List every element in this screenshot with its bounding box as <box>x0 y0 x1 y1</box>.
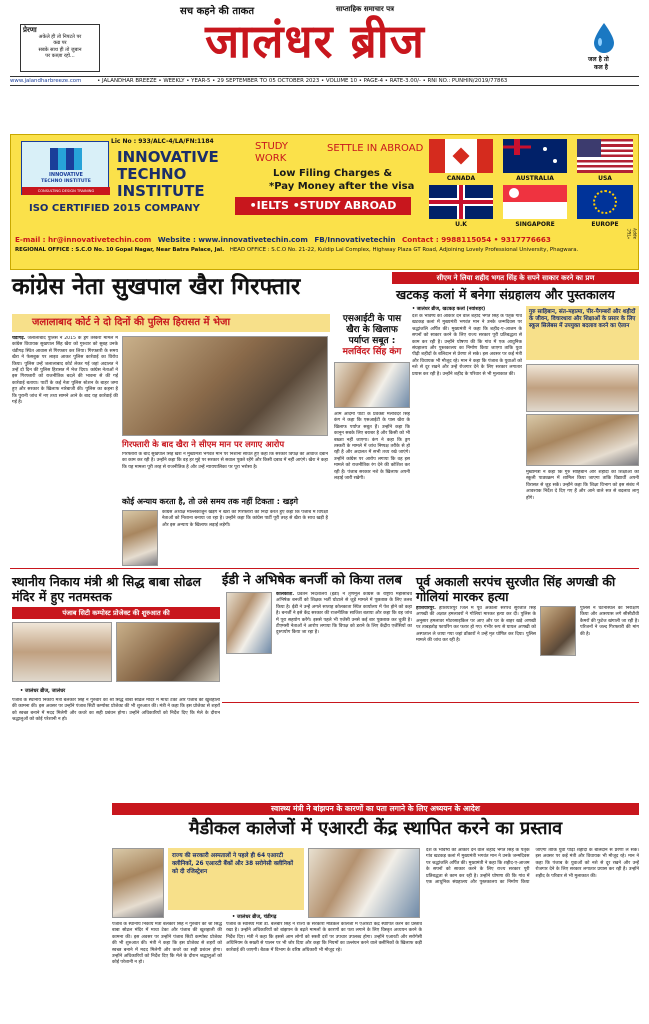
ad-name-3: INSTITUTE <box>117 182 205 200</box>
medical-body: पंजाब के स्वास्थ्य मंत्री डॉ. बलबीर सिंह ने राज्य के सरकारी मेडिकल कॉलेजों में एआरटी केंद्र स्थापित करने का प्रस्ताव रखा है। उन्होंने अधिकारियों को बांझपन के बढ़ते मामलों के कारणों का पता लगाने के लिए विस्तृत अध्ययन करने के निर्देश दिए। मंत्री ने कहा कि इससे आम लोगों को सस्ती दरों पर उपचार उपलब्ध होगा। उन्होंने एआरटी और सरोगेसी अधिनियम के सख्ती से पालन पर भी जोर दिया और कहा कि नियमों का उल्लंघन करने वाले क्लीनिकों के खिलाफ कड़ी कार्रवाई की जाएगी। बैठक में विभाग के वरिष्ठ अधिकारी भी मौजूद रहे। <box>226 922 422 953</box>
ed-body-text: प्रवर्तन निदेशालय (ईडी) ने तृणमूल कांग्रेस के राष्ट्रीय महासचिव अभिषेक बनर्जी को शिक्षक भर्ती घोटाले से जुड़े मामले में पूछताछ के लिए तलब किया है। ईडी ने उन्हें अगले सप्ताह कोलकाता स्थित कार्यालय में पेश होने को कहा है। बनर्जी ने इसे केंद्र सरकार की राजनीतिक साजिश बताया और कहा कि वह जांच में पूरा सहयोग करेंगे। इससे पहले भी एजेंसी उनसे कई बार पूछताछ कर चुकी है। टीएमसी नेताओं ने आरोप लगाया कि विपक्ष को डराने के लिए केंद्रीय एजेंसियों का दुरुपयोग किया जा रहा है। <box>276 592 412 636</box>
box2-body: कांग्रेस अध्यक्ष मल्लिकार्जुन खड़गे ने खैरा की गिरफ्तारी की निंदा करते हुए कहा कि पंजाब में विपक्षी नेताओं को निशाना बनाया जा रहा है। उन्होंने कहा कि कांग्रेस पार्टी पूरी तरह से खैरा के साथ खड़ी है और इस अन्याय के खिलाफ लड़ाई लड़ेगी। <box>162 510 328 528</box>
ad-logo-line3: CONSULTING DESIGN TRAINING <box>22 187 110 195</box>
prerna-box <box>20 24 100 72</box>
ad-head: HEAD OFFICE : S.C.O No. 21-22, Kuldip Lal Complex, Highway Plaza GT Road, Adjoining Lovely Professional University, Phagwara. <box>229 247 579 253</box>
website-link[interactable]: www.jalandharbreeze.com <box>10 78 82 84</box>
ad-license: Lic No : 933/ALC-4/LA/FN:1184 <box>111 138 214 145</box>
info-bar <box>10 76 639 86</box>
box2-title: कोई अन्याय करता है, तो उसे समय तक नहीं टिकता : खड़गे <box>122 497 299 506</box>
ad-logo <box>21 141 109 195</box>
ad-contact-line <box>15 235 621 244</box>
masthead <box>0 0 649 72</box>
newspaper-title: जालंधर ब्रीज <box>205 14 425 68</box>
ad-tc: *T&C apply <box>627 227 637 239</box>
medical-headline: मैडीकल कालेजों में एआरटी केंद्र स्थापित करने का प्रस्ताव <box>188 818 563 839</box>
surjit-photo <box>540 606 576 656</box>
tagline: सच कहने की ताकत <box>180 6 255 17</box>
medical-left-body: पंजाब के स्थानीय निकाय मंत्री बलकार सिंह ने गुरुवार को श्री सिद्ध बाबा सोढल मंदिर में माथा टेका और पंजाब की खुशहाली की कामना की। इस अवसर पर उन्होंने पंजाब सिटी कम्पोस्ट प्रोजेक्ट की भी शुरुआत की। मंत्री ने कहा कि इस प्रोजेक्ट से शहरों को स्वच्छ बनाने में मदद मिलेगी और कचरे का सही प्रबंधन होगा। उन्होंने अधिकारियों को निर्देश दिए कि मेले के दौरान श्रद्धालुओं को कोई परेशानी न हो। <box>112 922 222 966</box>
ad-contact[interactable]: Contact : 9988115054 • 9317776663 <box>402 235 551 244</box>
flag-uk <box>429 185 493 219</box>
prerna-line: सबके साथ ही तो जुबान <box>38 46 82 53</box>
khatkar-headline: खटकड़ कलां में बनेगा संग्रहालय और पुस्तकालय <box>396 287 615 302</box>
ad-regional: REGIONAL OFFICE : S.C.O No. 10 Gopal Nagar, Near Batra Palace, Jal. <box>15 247 225 253</box>
water-slogan-1: जल है तो <box>588 56 609 63</box>
medical-photo-2 <box>308 848 420 918</box>
khatkar-kicker: सीएम ने लिया शहीद भगत सिंह के सपने साकार करने का प्रण <box>392 272 639 284</box>
sit-headline <box>334 314 410 358</box>
weekly-label: साप्ताहिक समाचार पत्र <box>336 5 394 13</box>
ad-iso: ISO CERTIFIED 2015 COMPANY <box>29 203 200 214</box>
main-subhead: जलालाबाद कोर्ट ने दो दिनों की पुलिस हिरासत में भेजा <box>12 314 330 332</box>
sit-headline-1: एसआईटी के पास <box>342 314 402 324</box>
medical-kicker: स्वास्थ्य मंत्री ने बांझपन के कारणों का पता लगाने के लिए अध्ययन के आदेश <box>112 803 639 815</box>
medical-dateline: • जालंधर ब्रीज, चंडीगढ़ <box>232 914 277 920</box>
flag-singapore <box>503 185 567 219</box>
water-slogan-2: कल है <box>594 64 608 71</box>
medical-photo-1 <box>112 848 164 918</box>
ad-name-1: INNOVATIVE <box>117 148 219 166</box>
sit-body: आम आदमी पार्टी के प्रवक्ता मलविंदर सिंह कंग ने कहा कि एसआईटी के पास खैरा के खिलाफ पर्याप्त सबूत हैं। उन्होंने कहा कि कानून सबके लिए बराबर है और किसी को भी बख्शा नहीं जाएगा। कंग ने कहा कि ड्रग तस्करी के मामले में जांच निष्पक्ष तरीके से हो रही है और अदालत में सभी तथ्य रखे जाएंगे। उन्होंने कांग्रेस पर आरोप लगाया कि वह इस मामले को राजनीतिक रंग देने की कोशिश कर रही है। पंजाब सरकार नशे के खिलाफ अपनी लड़ाई जारी रखेगी। <box>334 412 410 482</box>
sarpanch-headline: पूर्व अकाली सरपंच सुरजीत सिंह अणखी की गोलियां मारकर हत्या <box>416 574 616 604</box>
ad-ielts: •IELTS •STUDY ABROAD <box>235 197 411 215</box>
ad-email[interactable]: E-mail : hr@innovativetechin.com <box>15 235 152 244</box>
sit-headline-2: खैरा के खिलाफ <box>346 325 398 335</box>
flag-europe <box>577 185 633 219</box>
sit-headline-3: पर्याप्त सबूत : <box>348 336 396 346</box>
ad-logo-line2: TECHNO INSTITUTE <box>41 179 91 184</box>
ed-headline: ईडी ने अभिषेक बनर्जी को किया तलब <box>222 573 402 588</box>
sit-headline-4: मलविंदर सिंह कंग <box>342 347 402 357</box>
main-body <box>12 336 118 566</box>
ad-logo-line1: INNOVATIVE <box>49 172 83 178</box>
country-australia: AUSTRALIA <box>516 175 554 182</box>
main-dateline: चंडीगढ़. <box>12 336 26 341</box>
khatkar-dateline: • जालंधर ब्रीज, खटकड़ कलां (नवांशहर) <box>412 307 486 312</box>
ad-settle: SETTLE IN ABROAD <box>327 143 424 154</box>
country-uk: U.K <box>455 221 467 228</box>
country-canada: CANADA <box>446 175 476 182</box>
main-headline: कांग्रेस नेता सुखपाल खैरा गिरफ्तार <box>12 274 301 300</box>
sarpanch-side: पुलिस ने घटनास्थल का निरीक्षण किया और आसपास लगे सीसीटीवी कैमरों की फुटेज खंगाली जा रही है। परिजनों ने जल्द गिरफ्तारी की मांग की है। <box>580 606 639 637</box>
flag-usa <box>577 139 633 173</box>
ad-filing: Low Filing Charges & <box>273 168 393 179</box>
flag-canada <box>429 139 493 173</box>
prerna-title: प्रेरणा <box>23 26 37 34</box>
edition-details: • JALANDHAR BREEZE • WEEKLY • YEAR-5 • 29 SEPTEMBER TO 05 OCTOBER 2023 • VOLUME 10 • PAGE-4 • RATE-3.00/- • RNI NO.: PUNHIN/2019/77863 <box>97 78 508 84</box>
temple-photo-2 <box>116 622 220 682</box>
temple-photo-1 <box>12 622 112 682</box>
ad-study: STUDY <box>255 141 289 152</box>
prerna-line: पर कब्ज़ा रहो... <box>45 53 75 60</box>
ad-fb[interactable]: FB/Innovativetechin <box>314 235 396 244</box>
prerna-line: अकेले ही तो निपटते पर <box>38 33 82 40</box>
khatkar-side-body: मुख्यमंत्री ने कहा कि गुरु साहिबान और शहीदों की शिक्षाओं को स्कूली पाठ्यक्रम में शामिल किया जाएगा ताकि विद्यार्थी अपनी विरासत से जुड़ सकें। उन्होंने कहा कि शिक्षा विभाग को इस संबंध में आवश्यक निर्देश दे दिए गए हैं और आने वाले सत्र से बदलाव लागू होंगे। <box>526 470 639 501</box>
box1-title: गिरफ्तारी के बाद खैरा ने सीएम मान पर लगाए आरोप <box>122 439 285 449</box>
khatkar-side-box: गुरु साहिबान, संत-महात्मा, पीर-पैगम्बरों और शहीदों के जीवन, विचारधारा और शिक्षाओं के प्रसार के लिए स्कूल सिलेबस में उपयुक्त बदलाव करने का ऐलान <box>526 306 639 360</box>
ad-address-line <box>15 247 621 253</box>
advertisement <box>10 134 639 270</box>
ed-body <box>276 592 412 700</box>
sarpanch-body <box>416 606 536 700</box>
khaira-photo <box>122 336 328 436</box>
building-icon <box>50 148 82 170</box>
khatkar-photo-2 <box>526 414 639 466</box>
water-drop-icon <box>592 22 616 54</box>
temple-subbox: पंजाब सिटी कम्पोस्ट प्रोजेक्ट की शुरुआत की <box>12 607 220 619</box>
ad-pay: *Pay Money after the visa <box>269 181 415 192</box>
section-divider <box>10 568 639 569</box>
medical-box: राज्य की सरकारी अस्पतालों ने पहले ही 64 एआरटी क्लीनिकों, 26 एआरटी बैंकों और 38 सरोगेसी क्लीनिकों को दी रजिस्ट्रेशन <box>168 848 304 910</box>
medical-right-body: देश के भविष्य को आकार देने वाले शहीद भगत सिंह के पैतृक गांव खटकड़ कलां में मुख्यमंत्री भगवंत मान ने उनके जन्मदिवस पर श्रद्धांजलि अर्पित की। मुख्यमंत्री ने कहा कि शहीद-ए-आजम के सपनों को साकार करने के लिए राज्य सरकार पूरी प्रतिबद्धता से काम कर रही है। उन्होंने घोषणा की कि गांव में एक आधुनिक संग्रहालय और पुस्तकालय का निर्माण किया जाएगा ताकि युवा पीढ़ी शहीदों के बलिदान से प्रेरणा ले सके। इस अवसर पर कई मंत्री और विधायक भी मौजूद रहे। मान ने कहा कि पंजाब के युवाओं को नशे से दूर रखने और उन्हें रोजगार देने के लिए सरकार लगातार प्रयास कर रही है। उन्होंने शहीद के परिवार से भी मुलाकात की। <box>426 848 639 886</box>
main-body-text: जलालाबाद पुलिस ने 2015 के ड्रग तस्करी मामले में कांग्रेस विधायक सुखपाल सिंह खैरा को गुरुवार को सुबह उनके चंडीगढ़ स्थित आवास से गिरफ्तार कर लिया। गिरफ्तारी के समय खैरा ने फेसबुक पर लाइव आकर पुलिस कार्रवाई का विरोध किया। पुलिस उन्हें जलालाबाद कोर्ट लेकर गई जहां अदालत ने उन्हें दो दिन की पुलिस हिरासत में भेज दिया। कांग्रेस नेताओं ने इस गिरफ्तारी को राजनीतिक बदले की भावना से की गई कार्रवाई बताया। पार्टी के कई नेता पुलिस स्टेशन के बाहर जमा हुए और सरकार के खिलाफ नारेबाजी की। पुलिस का कहना है कि पुरानी जांच में नए तथ्य सामने आने के बाद यह कार्रवाई की गई है। <box>12 336 118 406</box>
ed-dateline: कोलकाता. <box>276 592 295 597</box>
sarpanch-body-text: होशियारपुर जिले में पूर्व अकाली सरपंच सुरजीत सिंह अणखी की अज्ञात हमलावरों ने गोलियां मारकर हत्या कर दी। पुलिस के अनुसार हमलावर मोटरसाइकिल पर आए और घर के बाहर खड़े अणखी पर ताबड़तोड़ फायरिंग कर फरार हो गए। गंभीर रूप से घायल अणखी को अस्पताल ले जाया गया जहां डॉक्टरों ने उन्हें मृत घोषित कर दिया। पुलिस मामले की जांच कर रही है। <box>416 606 536 644</box>
khatkar-body: देश के भविष्य को आकार देने वाले शहीद भगत सिंह के पैतृक गांव खटकड़ कलां में मुख्यमंत्री भगवंत मान ने उनके जन्मदिवस पर श्रद्धांजलि अर्पित की। मुख्यमंत्री ने कहा कि शहीद-ए-आजम के सपनों को साकार करने के लिए राज्य सरकार पूरी प्रतिबद्धता से काम कर रही है। उन्होंने घोषणा की कि गांव में एक आधुनिक संग्रहालय और पुस्तकालय का निर्माण किया जाएगा ताकि युवा पीढ़ी शहीदों के बलिदान से प्रेरणा ले सके। इस अवसर पर कई मंत्री और विधायक भी मौजूद रहे। मान ने कहा कि पंजाब के युवाओं को नशे से दूर रखने और उन्हें रोजगार देने के लिए सरकार लगातार प्रयास कर रही है। उन्होंने शहीद के परिवार से भी मुलाकात की। <box>412 314 522 377</box>
temple-dateline: • जालंधर ब्रीज, जालंधर <box>20 688 66 694</box>
country-europe: EUROPE <box>591 221 619 228</box>
kang-photo <box>334 362 410 408</box>
box1-body: गिरफ्तारी के बाद सुखपाल सिंह खैरा ने मुख्यमंत्री भगवंत मान पर निशाना साधते हुए कहा कि सरकार विपक्ष की आवाज दबाने का काम कर रही है। उन्होंने कहा कि वह हर मुद्दे पर सरकार से सवाल पूछते रहेंगे और किसी दबाव में नहीं आएंगे। खैरा ने कहा कि यह मामला पूरी तरह से राजनीतिक है और उन्हें न्यायपालिका पर पूरा भरोसा है। <box>122 452 328 470</box>
flag-australia <box>503 139 567 173</box>
ad-website[interactable]: Website : www.innovativetechin.com <box>157 235 308 244</box>
country-singapore: SINGAPORE <box>515 221 555 228</box>
khatkar-photo-1 <box>526 364 639 412</box>
ad-name-2: TECHNO <box>117 165 187 183</box>
ad-work: WORK <box>255 153 287 164</box>
section-divider-2 <box>222 702 639 703</box>
prerna-line: कब्र पर <box>53 40 67 47</box>
sarpanch-dateline: होशियारपुर. <box>416 606 436 611</box>
country-usa: USA <box>598 175 612 182</box>
abhishek-photo <box>226 592 272 654</box>
temple-body: पंजाब के स्थानीय निकाय मंत्री बलकार सिंह ने गुरुवार को श्री सिद्ध बाबा सोढल मंदिर में माथा टेका और पंजाब की खुशहाली की कामना की। इस अवसर पर उन्होंने पंजाब सिटी कम्पोस्ट प्रोजेक्ट की भी शुरुआत की। मंत्री ने कहा कि इस प्रोजेक्ट से शहरों को स्वच्छ बनाने में मदद मिलेगी और कचरे का सही प्रबंधन होगा। उन्होंने अधिकारियों को निर्देश दिए कि मेले के दौरान श्रद्धालुओं को कोई परेशानी न हो। <box>12 698 220 723</box>
kharge-photo <box>122 510 158 566</box>
temple-headline: स्थानीय निकाय मंत्री श्री सिद्ध बाबा सोढल मंदिर में हुए नतमस्तक <box>12 574 201 604</box>
